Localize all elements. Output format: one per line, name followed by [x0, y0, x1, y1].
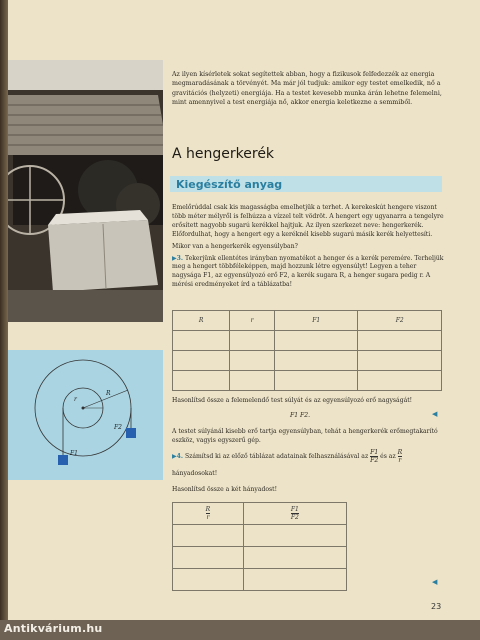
watermark: Antikvárium.hu — [4, 622, 103, 635]
task-4 — [172, 449, 444, 464]
end-marker-icon: ◀ — [432, 410, 438, 418]
body-text — [172, 204, 444, 293]
simple-machine-text: A testet súlyánál kisebb erő tartja egyensúlyban, tehát a hengerkerék erőmegtakarító eszköz, vagyis egyszerű gép. — [172, 428, 438, 444]
compare-forces-text: Hasonlítsd össze a felemelendő test súlyát és az egyensúlyozó erő nagyságát! — [172, 397, 413, 404]
table2-header-F1-F2: $\frac{F1}{F2}$ — [243, 503, 346, 525]
wheel-axle-diagram — [8, 350, 163, 480]
end-marker-icon: ◀ — [432, 578, 438, 586]
diagram-label-F1: F1 — [70, 450, 78, 457]
body-paragraph-1: Emelőrúddal csak kis magasságba emelhetjük a terhet. A kerekeskút hengere viszont több méter mélyről is felhúzza a vízzel telt vödröt. A hengert egy ugyanarra a tengelyre erősített nagyobb sugarú kerékkel hajtjuk. Az ilyen szerkezet neve: hengerkerék. Előfordulhat, hogy a hengert egy a keréknél kisebb sugarú másik kerék helyettesíti. — [172, 204, 444, 238]
table1-header-r: r — [230, 311, 275, 331]
table-cell — [274, 331, 358, 351]
task-3-marker: ▶3. — [172, 254, 184, 262]
task-3-text: Tekerjünk ellentétes irányban nyomatékot a henger és a kerék peremére. Terheljük meg a hengert többféleképpen, majd hozzunk létre egyensúlyt! Legyen a teher nagysága F1, az egyensúlyozó erő F2, a kerék sugara R, a henger sugara pedig r. A mérési eredményeket írd a táblázatba! — [172, 254, 444, 289]
diagram-label-r: r — [74, 396, 77, 403]
table-cell — [358, 371, 442, 391]
page-number: 23 — [431, 602, 442, 611]
table-cell — [173, 351, 230, 371]
measurement-table — [172, 310, 442, 391]
table-cell — [243, 525, 346, 547]
table-cell — [230, 351, 275, 371]
table-cell — [173, 371, 230, 391]
task-4-end: hányadosokat! — [172, 470, 218, 477]
section-subtitle: Kiegészítő anyag — [176, 178, 283, 191]
table-cell — [274, 371, 358, 391]
table-cell — [173, 525, 244, 547]
table-cell — [173, 569, 244, 591]
intro-paragraph: Az ilyen kísérletek sokat segítettek abban, hogy a fizikusok felfedezzék az energia megmaradásának a törvényét. Ma már jól tudjuk: amikor egy testet emelkedik, nő a gravitációs (helyzeti) energiája. Ha a testet kevesebb munka árán lehetne felemelni, mint amennyivel a test energiája nő, akkor energia keletkezne a semmiből. — [172, 71, 442, 106]
compare-ratios-text: Hasonlítsd össze a két hányadost! — [172, 486, 278, 493]
compare-forces-values: F1 F2. — [290, 412, 311, 419]
task-4-text: Számítsd ki az előző táblázat adatainak felhasználásával az — [185, 453, 369, 460]
task-3 — [172, 255, 444, 291]
table1-header-F1: F1 — [274, 311, 358, 331]
ratio-table — [172, 502, 347, 591]
fraction-F1-F2: $\frac{F1}{F2}$ — [370, 449, 379, 464]
table1-header-F2: F2 — [358, 311, 442, 331]
table-cell — [274, 351, 358, 371]
task-4-mid: és az — [380, 453, 396, 460]
table-cell — [230, 331, 275, 351]
table1-header-R: R — [173, 311, 230, 331]
table-cell — [243, 569, 346, 591]
table-cell — [173, 547, 244, 569]
diagram-label-F2: F2 — [114, 424, 122, 431]
table-cell — [243, 547, 346, 569]
section-title: A hengerkerék — [172, 146, 275, 162]
task-4-marker: ▶4. — [172, 453, 184, 460]
table-cell — [358, 351, 442, 371]
table-cell — [230, 371, 275, 391]
table-cell — [358, 331, 442, 351]
table-cell — [173, 331, 230, 351]
body-question: Mikor van a hengerkerék egyensúlyban? — [172, 242, 298, 250]
table2-header-R-r: $\frac{R}{r}$ — [173, 503, 244, 525]
fraction-R-r: $\frac{R}{r}$ — [397, 449, 403, 464]
well-photo — [8, 60, 163, 322]
diagram-label-R: R — [106, 390, 111, 397]
